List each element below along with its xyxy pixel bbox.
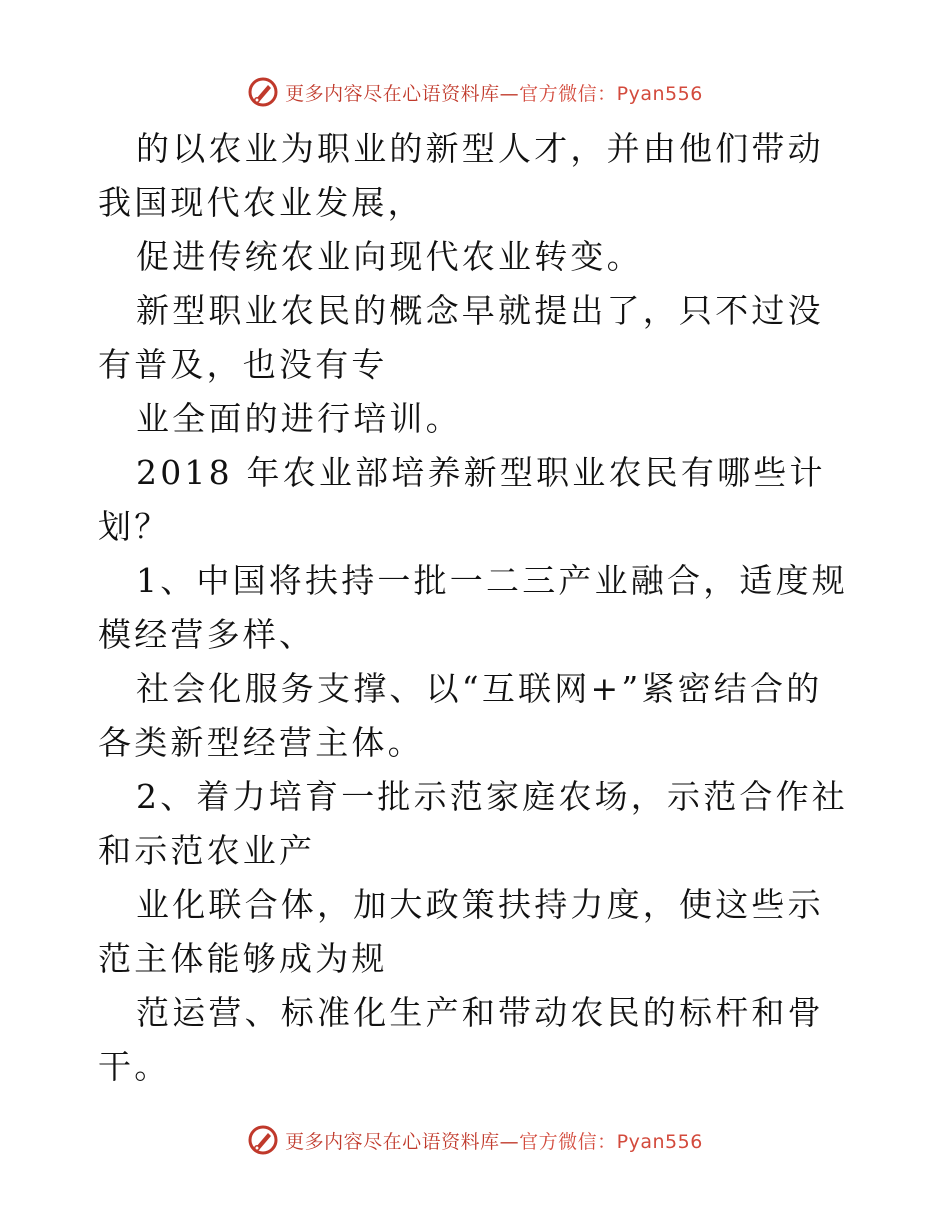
paragraph-4: 业全面的进行培训。 bbox=[136, 399, 462, 438]
paragraph-1: 的以农业为职业的新型人才，并由他们带动我国现代农业发展， bbox=[98, 129, 824, 222]
footer-watermark bbox=[0, 1120, 950, 1160]
watermark-right-text: 官方微信：Pyan556 bbox=[519, 82, 703, 105]
watermark-dash: — bbox=[499, 1130, 520, 1153]
paragraph-3: 新型职业农民的概念早就提出了，只不过没有普及，也没有专 bbox=[98, 291, 824, 384]
watermark-dash: — bbox=[499, 82, 520, 105]
watermark-right-text: 官方微信：Pyan556 bbox=[519, 1130, 703, 1153]
paragraph-6: 1、中国将扶持一批一二三产业融合，适度规模经营多样、 bbox=[98, 561, 848, 654]
paragraph-9: 业化联合体，加大政策扶持力度，使这些示范主体能够成为规 bbox=[98, 885, 824, 978]
paragraph-5: 2018 年农业部培养新型职业农民有哪些计划？ bbox=[98, 453, 826, 546]
paragraph-7: 社会化服务支撑、以“互联网+”紧密结合的各类新型经营主体。 bbox=[98, 669, 823, 762]
watermark-text bbox=[285, 1127, 703, 1154]
paragraph-2: 促进传统农业向现代农业转变。 bbox=[136, 237, 643, 276]
paragraph-8: 2、着力培育一批示范家庭农场，示范合作社和示范农业产 bbox=[98, 777, 848, 870]
watermark-left-text: 更多内容尽在心语资料库 bbox=[285, 82, 500, 105]
pen-logo-icon bbox=[247, 76, 279, 108]
watermark-left-text: 更多内容尽在心语资料库 bbox=[285, 1130, 500, 1153]
header-watermark bbox=[0, 72, 950, 112]
pen-logo-icon bbox=[247, 1124, 279, 1156]
document-body bbox=[98, 122, 858, 1094]
watermark-text bbox=[285, 79, 703, 106]
paragraph-10: 范运营、标准化生产和带动农民的标杆和骨干。 bbox=[98, 993, 824, 1086]
